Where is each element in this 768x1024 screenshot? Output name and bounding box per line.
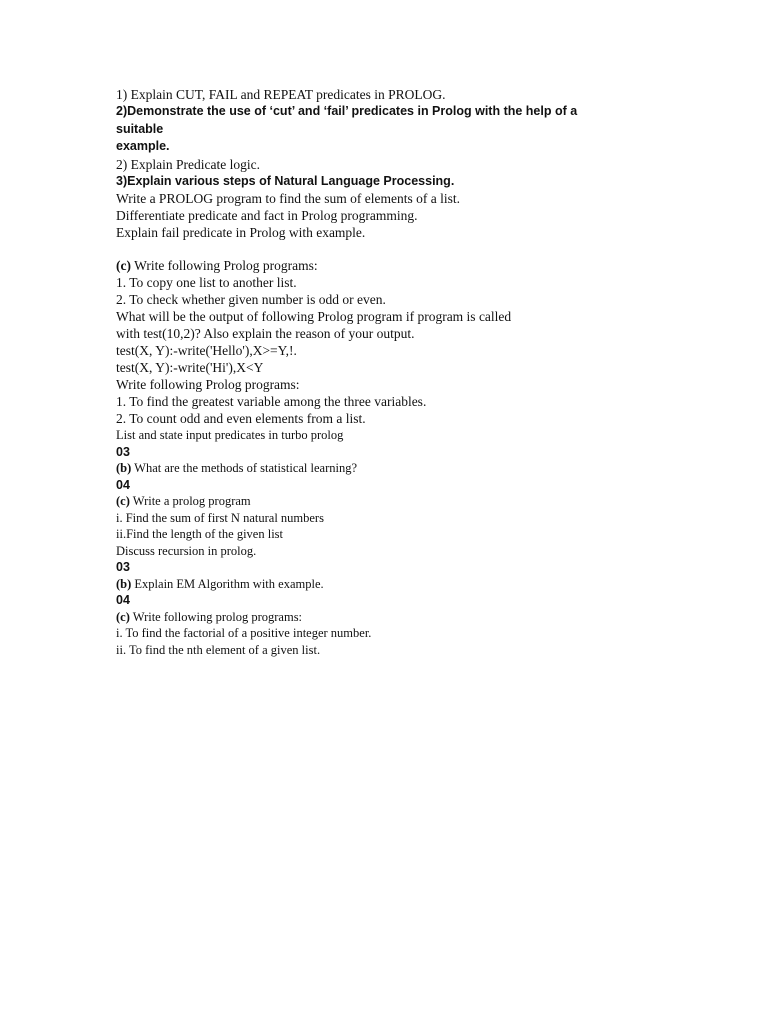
marks-label: 04 bbox=[116, 593, 130, 607]
question-cut-fail-demo-line2: suitable bbox=[116, 121, 164, 136]
part-tag: (c) bbox=[116, 494, 130, 508]
program-item: ii.Find the length of the given list bbox=[116, 527, 283, 541]
part-text: Write following Prolog programs: bbox=[130, 258, 318, 273]
question-recursion: Discuss recursion in prolog. bbox=[116, 543, 257, 558]
write-programs-heading: Write following Prolog programs: bbox=[116, 377, 300, 392]
section-c-heading bbox=[116, 257, 636, 274]
marks-label: 04 bbox=[116, 477, 130, 492]
code-line: test(X, Y):-write('Hi'),X<Y bbox=[116, 360, 264, 375]
part-text: What are the methods of statistical learning? bbox=[131, 461, 358, 475]
program-item: 2. To count odd and even elements from a list. bbox=[116, 411, 366, 426]
part-tag: (c) bbox=[116, 609, 130, 624]
output-question-line2: with test(10,2)? Also explain the reason of your output. bbox=[116, 326, 415, 341]
program-item: i. To find the factorial of a positive integer number. bbox=[116, 626, 372, 640]
program-item: 2. To check whether given number is odd or even. bbox=[116, 292, 386, 307]
program-item: i. Find the sum of first N natural numbers bbox=[116, 510, 324, 525]
section-b-heading bbox=[116, 460, 636, 477]
question-predicate-vs-fact: Differentiate predicate and fact in Prolog programming. bbox=[116, 208, 418, 223]
output-question-line1: What will be the output of following Prolog program if program is called bbox=[116, 309, 512, 324]
document-page bbox=[116, 86, 636, 658]
part-tag: (c) bbox=[116, 258, 131, 273]
program-item: ii. To find the nth element of a given list. bbox=[116, 642, 321, 657]
question-turbo-prolog: List and state input predicates in turbo prolog bbox=[116, 428, 344, 442]
section-b-heading bbox=[116, 576, 636, 593]
part-tag: (b) bbox=[116, 576, 132, 591]
question-predicate-logic: 2) Explain Predicate logic. bbox=[116, 156, 260, 172]
question-cut-fail-demo-line1: 2)Demonstrate the use of ‘cut’ and ‘fail’ predicates in Prolog with the help of a bbox=[116, 104, 578, 118]
part-text: Write a prolog program bbox=[129, 494, 251, 508]
part-text: Explain EM Algorithm with example. bbox=[131, 576, 324, 591]
section-c-heading bbox=[116, 609, 636, 626]
question-cut-fail-repeat: 1) Explain CUT, FAIL and REPEAT predicates in PROLOG. bbox=[116, 87, 446, 102]
question-cut-fail-demo-line3: example. bbox=[116, 139, 170, 153]
program-item: 1. To find the greatest variable among the three variables. bbox=[116, 394, 427, 409]
spacer bbox=[116, 241, 636, 257]
question-nlp-steps: 3)Explain various steps of Natural Language Processing. bbox=[116, 173, 455, 188]
marks-label: 03 bbox=[116, 444, 130, 459]
part-tag: (b) bbox=[116, 461, 132, 475]
program-item: 1. To copy one list to another list. bbox=[116, 275, 297, 290]
question-sum-of-list: Write a PROLOG program to find the sum of elements of a list. bbox=[116, 191, 461, 206]
code-line: test(X, Y):-write('Hello'),X>=Y,!. bbox=[116, 343, 297, 358]
question-fail-predicate: Explain fail predicate in Prolog with example. bbox=[116, 225, 366, 240]
section-c-heading bbox=[116, 493, 636, 510]
marks-label: 03 bbox=[116, 560, 130, 574]
part-text: Write following prolog programs: bbox=[129, 609, 303, 624]
